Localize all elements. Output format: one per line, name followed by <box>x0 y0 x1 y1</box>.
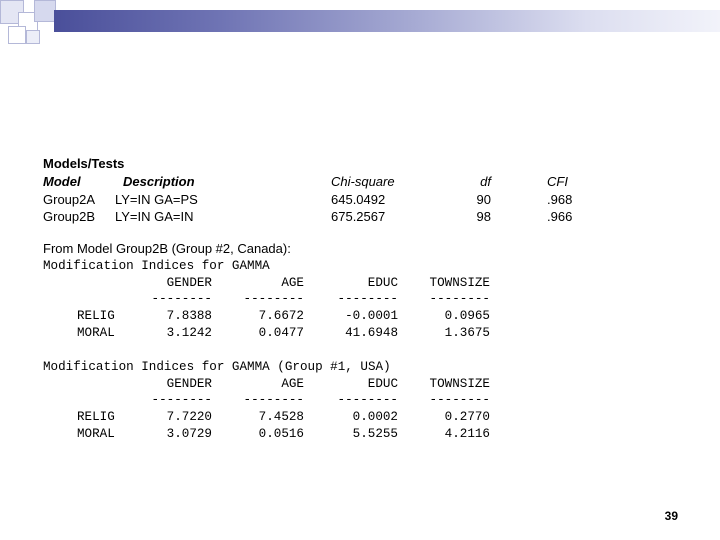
s1-dashes: -------- <box>151 292 212 306</box>
s2-row-label: MORAL <box>77 427 115 441</box>
s2-cell: 3.0729 <box>166 427 212 441</box>
row-df: 98 <box>476 209 491 224</box>
s1-col-age: AGE <box>281 276 304 290</box>
header-decoration-square <box>8 26 26 44</box>
section1-intro: From Model Group2B (Group #2, Canada): <box>43 241 291 256</box>
s2-col-townsize: TOWNSIZE <box>429 377 490 391</box>
column-description: Description <box>123 174 195 189</box>
row-chi-square: 675.2567 <box>331 209 386 224</box>
s1-cell: 1.3675 <box>444 326 490 340</box>
s1-cell: 7.8388 <box>166 309 212 323</box>
row-description: LY=IN GA=IN <box>115 209 194 224</box>
row-cfi: .966 <box>547 209 573 224</box>
section2-title: Modification Indices for GAMMA (Group #1, USA) <box>43 360 391 374</box>
header-decoration-square <box>34 0 56 22</box>
s1-col-educ: EDUC <box>367 276 398 290</box>
s1-cell: 0.0965 <box>444 309 490 323</box>
column-df: df <box>480 174 491 189</box>
s1-dashes: -------- <box>429 292 490 306</box>
header-decoration-square <box>26 30 40 44</box>
s2-col-age: AGE <box>281 377 304 391</box>
models-tests-heading: Models/Tests <box>43 156 125 171</box>
s2-cell: 0.2770 <box>444 410 490 424</box>
s1-cell: 3.1242 <box>166 326 212 340</box>
s2-dashes: -------- <box>337 393 398 407</box>
s2-row-label: RELIG <box>77 410 115 424</box>
column-cfi: CFI <box>547 174 568 189</box>
row-model: Group2B <box>43 209 96 224</box>
s2-dashes: -------- <box>429 393 490 407</box>
s1-dashes: -------- <box>243 292 304 306</box>
s2-dashes: -------- <box>151 393 212 407</box>
row-chi-square: 645.0492 <box>331 192 386 207</box>
row-df: 90 <box>476 192 491 207</box>
s1-col-townsize: TOWNSIZE <box>429 276 490 290</box>
column-chi-square: Chi-square <box>331 174 395 189</box>
s2-col-gender: GENDER <box>166 377 212 391</box>
s2-cell: 0.0002 <box>352 410 398 424</box>
row-model: Group2A <box>43 192 96 207</box>
column-model: Model <box>43 174 81 189</box>
header-gradient-bar <box>54 10 720 32</box>
s1-row-label: RELIG <box>77 309 115 323</box>
s2-cell: 5.5255 <box>352 427 398 441</box>
s2-cell: 4.2116 <box>444 427 490 441</box>
s2-cell: 7.7220 <box>166 410 212 424</box>
s1-dashes: -------- <box>337 292 398 306</box>
s1-cell: -0.0001 <box>345 309 398 323</box>
row-description: LY=IN GA=PS <box>115 192 198 207</box>
s2-cell: 7.4528 <box>258 410 304 424</box>
s1-row-label: MORAL <box>77 326 115 340</box>
s2-dashes: -------- <box>243 393 304 407</box>
s1-cell: 41.6948 <box>345 326 398 340</box>
row-cfi: .968 <box>547 192 573 207</box>
s2-col-educ: EDUC <box>367 377 398 391</box>
s1-col-gender: GENDER <box>166 276 212 290</box>
page-number: 39 <box>664 509 678 523</box>
s1-cell: 0.0477 <box>258 326 304 340</box>
s2-cell: 0.0516 <box>258 427 304 441</box>
s1-cell: 7.6672 <box>258 309 304 323</box>
section1-title: Modification Indices for GAMMA <box>43 259 270 273</box>
